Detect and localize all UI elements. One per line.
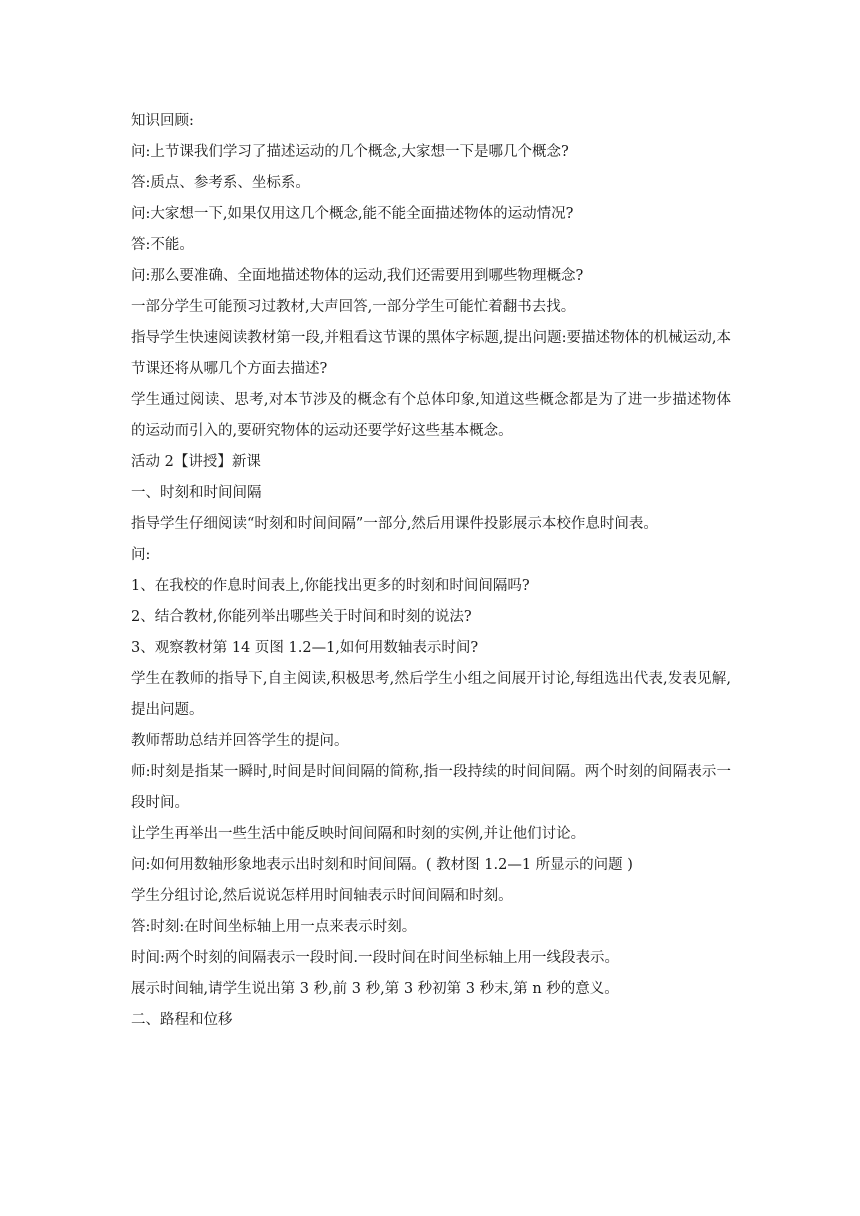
question-line: 问:如何用数轴形象地表示出时刻和时间间隔。( 教材图 1.2—1 所显示的问题 ) xyxy=(131,857,633,873)
text-paragraph: 师:时刻是指某一瞬时,时间是时间间隔的简称,指一段持续的时间间隔。两个时刻的间隔表示一段时间。 xyxy=(131,764,731,811)
text-line: 一部分学生可能预习过教材,大声回答,一部分学生可能忙着翻书去找。 xyxy=(131,299,576,315)
question-label: 问: xyxy=(131,547,151,563)
list-item: 3、观察教材第 14 页图 1.2—1,如何用数轴表示时间? xyxy=(131,640,479,656)
text-paragraph: 学生在教师的指导下,自主阅读,积极思考,然后学生小组之间展开讨论,每组选出代表,发表见解,提出问题。 xyxy=(131,671,731,718)
question-line: 问:大家想一下,如果仅用这几个概念,能不能全面描述物体的运动情况? xyxy=(131,206,574,222)
answer-line: 答:质点、参考系、坐标系。 xyxy=(131,175,310,191)
activity-heading: 活动 2【讲授】新课 xyxy=(131,454,261,470)
section-heading-displacement: 二、路程和位移 xyxy=(131,1012,233,1028)
answer-line: 答:时刻:在时间坐标轴上用一点来表示时刻。 xyxy=(131,919,417,935)
question-line: 问:那么要准确、全面地描述物体的运动,我们还需要用到哪些物理概念? xyxy=(131,268,584,284)
text-line: 让学生再举出一些生活中能反映时间间隔和时刻的实例,并让他们讨论。 xyxy=(131,826,586,842)
answer-line: 答:不能。 xyxy=(131,237,194,253)
section-heading-time: 一、时刻和时间间隔 xyxy=(131,485,262,501)
text-paragraph: 指导学生快速阅读教材第一段,并粗看这节课的黑体字标题,提出问题:要描述物体的机械运动,本节课还将从哪几个方面去描述? xyxy=(131,330,731,377)
list-item: 2、结合教材,你能列举出哪些关于时间和时刻的说法? xyxy=(131,609,472,625)
text-line: 展示时间轴,请学生说出第 3 秒,前 3 秒,第 3 秒初第 3 秒末,第 n 秒的意义。 xyxy=(131,981,619,997)
question-line: 问:上节课我们学习了描述运动的几个概念,大家想一下是哪几个概念? xyxy=(131,144,569,160)
text-line: 教师帮助总结并回答学生的提问。 xyxy=(131,733,349,749)
section-heading-review: 知识回顾: xyxy=(131,113,194,129)
text-paragraph: 学生通过阅读、思考,对本节涉及的概念有个总体印象,知道这些概念都是为了进一步描述物体的运动而引入的,要研究物体的运动还要学好这些基本概念。 xyxy=(131,392,731,439)
document-body xyxy=(131,106,731,1036)
list-item: 1、在我校的作息时间表上,你能找出更多的时刻和时间间隔吗? xyxy=(131,578,530,594)
text-line: 学生分组讨论,然后说说怎样用时间轴表示时间间隔和时刻。 xyxy=(131,888,513,904)
text-line: 指导学生仔细阅读“时刻和时间间隔”一部分,然后用课件投影展示本校作息时间表。 xyxy=(131,516,658,532)
text-line: 时间:两个时刻的间隔表示一段时间.一段时间在时间坐标轴上用一线段表示。 xyxy=(131,950,619,966)
